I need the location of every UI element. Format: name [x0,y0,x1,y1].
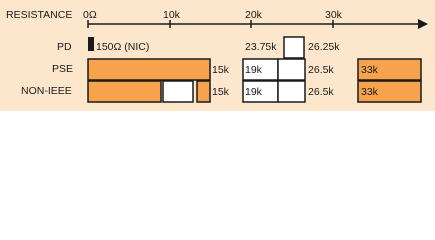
pse-label-19k: 19k [245,64,262,76]
non-ieee-gap-box-right [278,81,305,102]
tick-label-0: 0Ω [83,9,97,21]
row-label-pd: PD [57,41,72,53]
resistance-diagram [0,0,435,111]
pse-label-26-5k: 26.5k [308,64,334,76]
tick-label-20k: 20k [245,9,262,21]
non-ieee-label-19k: 19k [245,86,262,98]
non-ieee-orange-box-1 [88,81,161,102]
row-label-non-ieee: NON-IEEE [21,85,72,97]
non-ieee-label-26-5k: 26.5k [308,86,334,98]
tick-label-30k: 30k [325,9,342,21]
resistance-diagram-svg [0,0,435,111]
pse-reject-low-box [88,59,210,80]
tick-label-10k: 10k [163,9,180,21]
pse-label-33k: 33k [361,64,378,76]
pse-label-15k: 15k [212,64,229,76]
non-ieee-orange-box-2 [197,81,210,102]
row-label-pse: PSE [52,63,74,75]
non-ieee-label-15k: 15k [212,86,229,98]
pd-nic-bar [88,37,94,51]
non-ieee-label-33k: 33k [361,86,378,98]
pd-signature-box [284,37,304,58]
non-ieee-white-box-1 [163,81,193,102]
pd-low-label: 23.75k [245,41,277,53]
pd-nic-label: 150Ω (NIC) [96,41,150,53]
axis-title: RESISTANCE [6,9,73,21]
pd-high-label: 26.25k [308,41,340,53]
pse-gap-box-right [278,59,305,80]
